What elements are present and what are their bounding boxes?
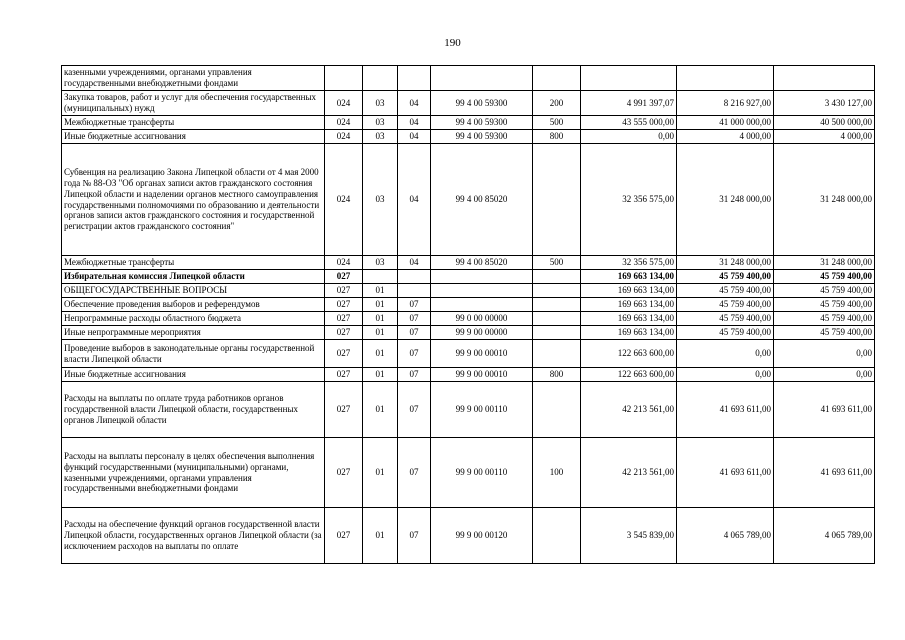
cell-name: казенными учреждениями, органами управления государственными внебюджетными фондами (62, 66, 325, 91)
cell-target-article: 99 4 00 59300 (431, 130, 533, 144)
cell-target-article: 99 4 00 59300 (431, 91, 533, 116)
cell-subsection: 04 (398, 144, 431, 256)
table-row (62, 312, 875, 326)
cell-amount-year1: 32 356 575,00 (581, 144, 677, 256)
table-row (62, 438, 875, 508)
cell-target-article (431, 284, 533, 298)
cell-amount-year2 (677, 66, 774, 91)
cell-admin-code: 027 (325, 438, 363, 508)
cell-name: Межбюджетные трансферты (62, 116, 325, 130)
cell-amount-year2: 4 065 789,00 (677, 508, 774, 564)
cell-name: Избирательная комиссия Липецкой области (62, 270, 325, 284)
cell-expense-type (533, 270, 581, 284)
cell-target-article: 99 9 00 00110 (431, 382, 533, 438)
cell-name: ОБЩЕГОСУДАРСТВЕННЫЕ ВОПРОСЫ (62, 284, 325, 298)
table-row (62, 284, 875, 298)
cell-amount-year2: 0,00 (677, 340, 774, 368)
cell-amount-year2: 0,00 (677, 368, 774, 382)
cell-amount-year3: 31 248 000,00 (774, 144, 875, 256)
table-row (62, 91, 875, 116)
cell-target-article (431, 270, 533, 284)
cell-admin-code: 027 (325, 298, 363, 312)
cell-amount-year3: 40 500 000,00 (774, 116, 875, 130)
cell-expense-type (533, 66, 581, 91)
cell-section: 01 (363, 368, 398, 382)
cell-target-article: 99 0 00 00000 (431, 312, 533, 326)
cell-subsection: 04 (398, 256, 431, 270)
cell-subsection (398, 284, 431, 298)
cell-amount-year2: 4 000,00 (677, 130, 774, 144)
cell-admin-code: 027 (325, 368, 363, 382)
cell-admin-code (325, 66, 363, 91)
cell-name: Непрограммные расходы областного бюджета (62, 312, 325, 326)
cell-target-article: 99 9 00 00010 (431, 340, 533, 368)
cell-section: 01 (363, 312, 398, 326)
cell-amount-year3: 4 000,00 (774, 130, 875, 144)
cell-subsection: 07 (398, 340, 431, 368)
cell-amount-year2: 45 759 400,00 (677, 298, 774, 312)
cell-amount-year1: 42 213 561,00 (581, 438, 677, 508)
cell-expense-type: 100 (533, 438, 581, 508)
cell-target-article: 99 4 00 85020 (431, 144, 533, 256)
cell-subsection: 04 (398, 130, 431, 144)
cell-section: 03 (363, 256, 398, 270)
cell-name: Расходы на выплаты персоналу в целях обеспечения выполнения функций государственными (муниципальными) органами, казенными учреждениями, органами управления государственными внебюджетными фондами (62, 438, 325, 508)
cell-subsection (398, 270, 431, 284)
cell-name: Иные бюджетные ассигнования (62, 130, 325, 144)
cell-section: 03 (363, 91, 398, 116)
cell-amount-year2: 41 000 000,00 (677, 116, 774, 130)
cell-amount-year2: 31 248 000,00 (677, 256, 774, 270)
cell-amount-year1: 169 663 134,00 (581, 284, 677, 298)
cell-section: 01 (363, 340, 398, 368)
cell-subsection: 07 (398, 298, 431, 312)
budget-table (61, 65, 875, 564)
cell-amount-year3 (774, 66, 875, 91)
table-row (62, 326, 875, 340)
cell-amount-year3: 45 759 400,00 (774, 326, 875, 340)
cell-subsection (398, 66, 431, 91)
cell-target-article (431, 66, 533, 91)
cell-amount-year2: 45 759 400,00 (677, 326, 774, 340)
cell-amount-year3: 0,00 (774, 340, 875, 368)
cell-amount-year1: 32 356 575,00 (581, 256, 677, 270)
cell-section: 01 (363, 326, 398, 340)
cell-amount-year3: 45 759 400,00 (774, 284, 875, 298)
cell-target-article (431, 298, 533, 312)
cell-expense-type (533, 326, 581, 340)
cell-amount-year2: 41 693 611,00 (677, 438, 774, 508)
cell-section: 03 (363, 130, 398, 144)
cell-amount-year1 (581, 66, 677, 91)
table-row (62, 298, 875, 312)
cell-amount-year1: 4 991 397,07 (581, 91, 677, 116)
cell-section (363, 270, 398, 284)
cell-amount-year1: 0,00 (581, 130, 677, 144)
cell-expense-type: 200 (533, 91, 581, 116)
cell-subsection: 04 (398, 116, 431, 130)
budget-table-body (62, 66, 875, 564)
cell-admin-code: 024 (325, 116, 363, 130)
cell-section: 01 (363, 284, 398, 298)
cell-amount-year1: 169 663 134,00 (581, 326, 677, 340)
cell-expense-type (533, 298, 581, 312)
cell-amount-year1: 3 545 839,00 (581, 508, 677, 564)
cell-name: Закупка товаров, работ и услуг для обеспечения государственных (муниципальных) нужд (62, 91, 325, 116)
table-row (62, 66, 875, 91)
cell-amount-year3: 31 248 000,00 (774, 256, 875, 270)
table-row (62, 368, 875, 382)
cell-section: 01 (363, 382, 398, 438)
cell-amount-year1: 42 213 561,00 (581, 382, 677, 438)
cell-admin-code: 024 (325, 91, 363, 116)
table-row (62, 382, 875, 438)
cell-amount-year2: 31 248 000,00 (677, 144, 774, 256)
cell-expense-type: 500 (533, 256, 581, 270)
cell-subsection: 04 (398, 91, 431, 116)
cell-name: Иные бюджетные ассигнования (62, 368, 325, 382)
cell-target-article: 99 4 00 59300 (431, 116, 533, 130)
cell-admin-code: 027 (325, 312, 363, 326)
cell-subsection: 07 (398, 508, 431, 564)
cell-target-article: 99 9 00 00110 (431, 438, 533, 508)
cell-amount-year3: 45 759 400,00 (774, 312, 875, 326)
cell-expense-type (533, 508, 581, 564)
cell-section: 01 (363, 438, 398, 508)
cell-amount-year3: 4 065 789,00 (774, 508, 875, 564)
cell-amount-year3: 41 693 611,00 (774, 438, 875, 508)
table-row (62, 116, 875, 130)
cell-admin-code: 027 (325, 382, 363, 438)
cell-expense-type (533, 144, 581, 256)
cell-amount-year1: 122 663 600,00 (581, 368, 677, 382)
cell-admin-code: 024 (325, 144, 363, 256)
cell-amount-year1: 43 555 000,00 (581, 116, 677, 130)
cell-admin-code: 027 (325, 340, 363, 368)
cell-expense-type (533, 340, 581, 368)
table-row (62, 256, 875, 270)
cell-expense-type: 800 (533, 130, 581, 144)
cell-expense-type (533, 312, 581, 326)
cell-name: Расходы на выплаты по оплате труда работников органов государственной власти Липецкой области, государственных органов Липецкой области (62, 382, 325, 438)
cell-name: Расходы на обеспечение функций органов государственной власти Липецкой области, государственных органов Липецкой области (за исключением расходов на выплаты по оплате (62, 508, 325, 564)
cell-section: 01 (363, 298, 398, 312)
cell-amount-year1: 169 663 134,00 (581, 270, 677, 284)
cell-amount-year2: 45 759 400,00 (677, 270, 774, 284)
cell-name: Межбюджетные трансферты (62, 256, 325, 270)
cell-amount-year1: 122 663 600,00 (581, 340, 677, 368)
cell-name: Обеспечение проведения выборов и референдумов (62, 298, 325, 312)
cell-amount-year1: 169 663 134,00 (581, 298, 677, 312)
cell-subsection: 07 (398, 368, 431, 382)
cell-subsection: 07 (398, 382, 431, 438)
cell-expense-type: 500 (533, 116, 581, 130)
table-row (62, 508, 875, 564)
cell-target-article: 99 9 00 00010 (431, 368, 533, 382)
cell-admin-code: 027 (325, 270, 363, 284)
table-row (62, 130, 875, 144)
table-row (62, 340, 875, 368)
cell-subsection: 07 (398, 312, 431, 326)
cell-amount-year3: 41 693 611,00 (774, 382, 875, 438)
cell-expense-type (533, 284, 581, 298)
cell-admin-code: 024 (325, 130, 363, 144)
cell-amount-year2: 45 759 400,00 (677, 312, 774, 326)
cell-admin-code: 027 (325, 508, 363, 564)
cell-amount-year3: 45 759 400,00 (774, 298, 875, 312)
cell-section: 03 (363, 116, 398, 130)
page-number: 190 (444, 37, 461, 49)
table-row (62, 144, 875, 256)
cell-name: Иные непрограммные мероприятия (62, 326, 325, 340)
cell-admin-code: 024 (325, 256, 363, 270)
table-row (62, 270, 875, 284)
cell-amount-year3: 45 759 400,00 (774, 270, 875, 284)
cell-amount-year1: 169 663 134,00 (581, 312, 677, 326)
cell-name: Проведение выборов в законодательные органы государственной власти Липецкой области (62, 340, 325, 368)
cell-admin-code: 027 (325, 326, 363, 340)
cell-amount-year2: 45 759 400,00 (677, 284, 774, 298)
cell-subsection: 07 (398, 438, 431, 508)
cell-target-article: 99 9 00 00120 (431, 508, 533, 564)
cell-amount-year2: 41 693 611,00 (677, 382, 774, 438)
cell-amount-year3: 0,00 (774, 368, 875, 382)
cell-target-article: 99 4 00 85020 (431, 256, 533, 270)
cell-section (363, 66, 398, 91)
cell-expense-type (533, 382, 581, 438)
cell-target-article: 99 9 00 00000 (431, 326, 533, 340)
cell-section: 03 (363, 144, 398, 256)
cell-amount-year3: 3 430 127,00 (774, 91, 875, 116)
cell-amount-year2: 8 216 927,00 (677, 91, 774, 116)
cell-name: Субвенция на реализацию Закона Липецкой области от 4 мая 2000 года № 88-ОЗ "Об органах записи актов гражданского состояния Липецкой области и наделении органов местного самоуправления государственными полномочиями по образованию и деятельности органов записи актов гражданского состояния и государственной регистрации актов гражданского состояния" (62, 144, 325, 256)
cell-section: 01 (363, 508, 398, 564)
cell-subsection: 07 (398, 326, 431, 340)
cell-admin-code: 027 (325, 284, 363, 298)
cell-expense-type: 800 (533, 368, 581, 382)
